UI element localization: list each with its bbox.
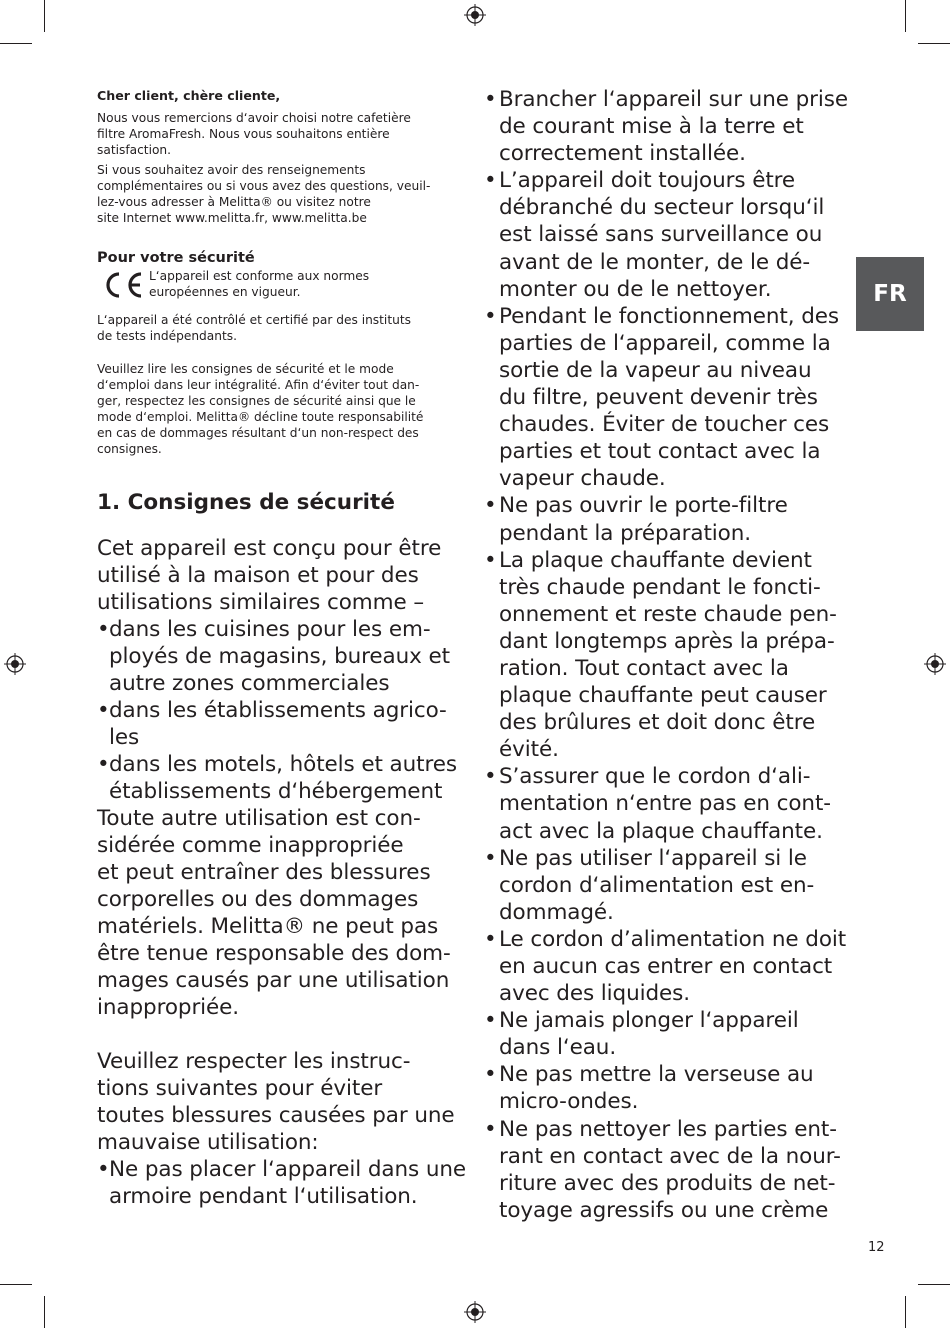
text-line: Veuillez lire les consignes de sécurité et le mode xyxy=(97,362,394,376)
text-line: avant de le monter, de le dé- xyxy=(499,249,811,275)
text-line: chaudes. Éviter de toucher ces xyxy=(499,412,830,438)
text-line: • Brancher l‘appareil sur une prise xyxy=(499,87,848,112)
greeting: Cher client, chère cliente, xyxy=(97,88,281,103)
text-line: micro-ondes. xyxy=(499,1089,639,1115)
text-line: en aucun cas entrer en contact xyxy=(499,954,833,979)
text-line: armoire pendant l‘utilisation. xyxy=(109,1184,418,1209)
registration-mark-icon xyxy=(464,4,486,26)
text-line: de courant mise à la terre et xyxy=(499,114,804,140)
section-heading: 1. Consignes de sécurité xyxy=(97,490,395,515)
text-line: onnement et reste chaude pen- xyxy=(499,601,837,627)
list-item xyxy=(484,1116,864,1224)
text-line: • Ne pas placer l‘appareil dans une xyxy=(109,1157,467,1182)
text-line: parties et tout contact avec la xyxy=(499,439,821,465)
text-line: dommagé. xyxy=(499,899,614,925)
text-line: cordon d‘alimentation est en- xyxy=(499,872,815,898)
ce-text xyxy=(149,268,369,300)
text-line: L‘appareil a été contrôlé et certifié par des instituts xyxy=(97,313,411,327)
text-line: consignes. xyxy=(97,442,162,456)
text-line: utilisé à la maison et pour des xyxy=(97,563,419,588)
certified-paragraph xyxy=(97,312,465,344)
registration-mark-icon xyxy=(924,653,946,675)
text-line: sidérée comme inappropriée xyxy=(97,833,404,858)
text-line: • S’assurer que le cordon d‘ali- xyxy=(499,764,811,790)
text-line: mode d‘emploi. Melitta® décline toute responsabilité xyxy=(97,410,424,424)
text-line: • Le cordon d’alimentation ne doit xyxy=(499,926,847,952)
text-line: • Pendant le fonctionnement, des xyxy=(499,303,839,329)
text-line: et peut entraîner des blessures xyxy=(97,860,431,885)
list-item xyxy=(484,547,864,764)
text-line: très chaude pendant le foncti- xyxy=(499,574,821,600)
crop-mark xyxy=(0,43,32,44)
text-line: • Ne pas mettre la verseuse au xyxy=(499,1062,814,1088)
read-instructions-paragraph xyxy=(97,361,465,457)
list-item xyxy=(97,751,465,805)
text-line: complémentaires ou si vous avez des questions, veuil- xyxy=(97,179,431,193)
text-line: être tenue responsable des dom- xyxy=(97,941,451,966)
text-line: lez-vous adresser à Melitta® ou visitez notre xyxy=(97,195,371,209)
text-line: ration. Tout contact avec la xyxy=(499,655,789,681)
list-item xyxy=(484,1061,864,1115)
text-line: satisfaction. xyxy=(97,143,172,157)
crop-mark xyxy=(44,1296,45,1328)
text-line: autre zones commerciales xyxy=(109,671,390,696)
text-line: monter ou de le nettoyer. xyxy=(499,276,772,302)
text-line: vapeur chaude. xyxy=(499,466,666,492)
text-line: européennes en vigueur. xyxy=(149,285,301,299)
text-line: site Internet www.melitta.fr, www.melitta.be xyxy=(97,211,367,225)
text-line: ger, respectez les consignes de sécurité ainsi que le xyxy=(97,394,416,408)
text-line: • dans les établissements agrico- xyxy=(109,698,447,723)
list-item xyxy=(484,86,864,167)
list-item xyxy=(97,616,465,697)
text-line: pendant la préparation. xyxy=(499,520,751,546)
text-line: • Ne pas nettoyer les parties ent- xyxy=(499,1116,837,1142)
text-line: utilisations similaires comme – xyxy=(97,590,424,615)
text-line: plaque chauffante peut causer xyxy=(499,683,827,709)
crop-mark xyxy=(918,1284,950,1285)
text-line: mages causés par une utilisation xyxy=(97,968,450,993)
text-line: mauvaise utilisation: xyxy=(97,1130,319,1155)
list-item xyxy=(97,1156,465,1210)
text-line: débranché du secteur lorsqu‘il xyxy=(499,195,825,221)
text-line: • La plaque chauffante devient xyxy=(499,547,812,573)
text-line: corporelles ou des dommages xyxy=(97,887,419,912)
left-column xyxy=(97,88,465,1210)
text-line: ployés de magasins, bureaux et xyxy=(109,644,450,669)
right-column xyxy=(484,86,864,1224)
text-line: • Ne jamais plonger l‘appareil xyxy=(499,1008,799,1034)
intro-paragraph xyxy=(97,110,465,158)
registration-mark-icon xyxy=(464,1301,486,1323)
text-line: sortie de la vapeur au niveau xyxy=(499,357,812,383)
text-line: inappropriée. xyxy=(97,995,240,1020)
text-line: est laissé sans surveillance ou xyxy=(499,222,823,248)
text-line: • Ne pas utiliser l‘appareil si le xyxy=(499,845,807,871)
text-line: • Ne pas ouvrir le porte-filtre xyxy=(499,493,788,519)
text-line: • dans les motels, hôtels et autres xyxy=(109,752,457,777)
text-line: Cet appareil est conçu pour être xyxy=(97,536,442,561)
text-line: tions suivantes pour éviter xyxy=(97,1076,383,1101)
text-line: riture avec des produits de net- xyxy=(499,1170,836,1196)
crop-mark xyxy=(905,1296,906,1328)
text-line: Si vous souhaitez avoir des renseignements xyxy=(97,163,366,177)
list-item xyxy=(484,492,864,546)
text-line: parties de l‘appareil, comme la xyxy=(499,330,831,356)
crop-mark xyxy=(918,43,950,44)
page-number: 12 xyxy=(868,1240,885,1255)
text-line: • L’appareil doit toujours être xyxy=(499,168,796,194)
text-line: • dans les cuisines pour les em- xyxy=(109,617,431,642)
list-item xyxy=(97,697,465,751)
text-line: avec des liquides. xyxy=(499,981,690,1007)
list-item xyxy=(484,926,864,1007)
text-line: toutes blessures causées par une xyxy=(97,1103,455,1128)
text-line: établissements d‘hébergement xyxy=(109,779,443,804)
text-line: act avec la plaque chauffante. xyxy=(499,818,823,844)
text-line: évité. xyxy=(499,737,559,763)
text-line: mentation n‘entre pas en cont- xyxy=(499,791,831,817)
text-line: des brûlures et doit donc être xyxy=(499,710,816,736)
registration-mark-icon xyxy=(4,653,26,675)
text-line: L‘appareil est conforme aux normes xyxy=(149,269,370,283)
text-line: les xyxy=(109,725,140,750)
crop-mark xyxy=(0,1284,32,1285)
list-item xyxy=(484,167,864,302)
text-line: Veuillez respecter les instruc- xyxy=(97,1049,411,1074)
text-line: Toute autre utilisation est con- xyxy=(97,806,421,831)
crop-mark xyxy=(905,0,906,32)
text-line: dant longtemps après la prépa- xyxy=(499,628,835,654)
text-line: Nous vous remercions d‘avoir choisi notre cafetière xyxy=(97,111,411,125)
list-item xyxy=(484,303,864,493)
text-line: filtre AromaFresh. Nous vous souhaitons entière xyxy=(97,127,390,141)
text-line: toyage agressifs ou une crème xyxy=(499,1197,829,1223)
text-line: correctement installée. xyxy=(499,141,746,167)
text-line: rant en contact avec de la nour- xyxy=(499,1143,841,1169)
text-line: dans l‘eau. xyxy=(499,1035,617,1061)
contact-paragraph xyxy=(97,162,465,226)
ce-mark-icon xyxy=(97,268,149,302)
text-line: d‘emploi dans leur intégralité. Afin d‘éviter tout dan- xyxy=(97,378,420,392)
list-item xyxy=(484,1007,864,1061)
crop-mark xyxy=(44,0,45,32)
text-line: du filtre, peuvent devenir très xyxy=(499,385,818,411)
safety-title: Pour votre sécurité xyxy=(97,250,255,266)
ce-block xyxy=(97,268,465,302)
text-line: en cas de dommages résultant d‘un non-respect des xyxy=(97,426,419,440)
text-line: de tests indépendants. xyxy=(97,329,237,343)
text-line: matériels. Melitta® ne peut pas xyxy=(97,914,439,939)
intended-use-block xyxy=(97,535,465,1210)
list-item xyxy=(484,845,864,926)
language-tab: FR xyxy=(856,257,924,331)
list-item xyxy=(484,763,864,844)
